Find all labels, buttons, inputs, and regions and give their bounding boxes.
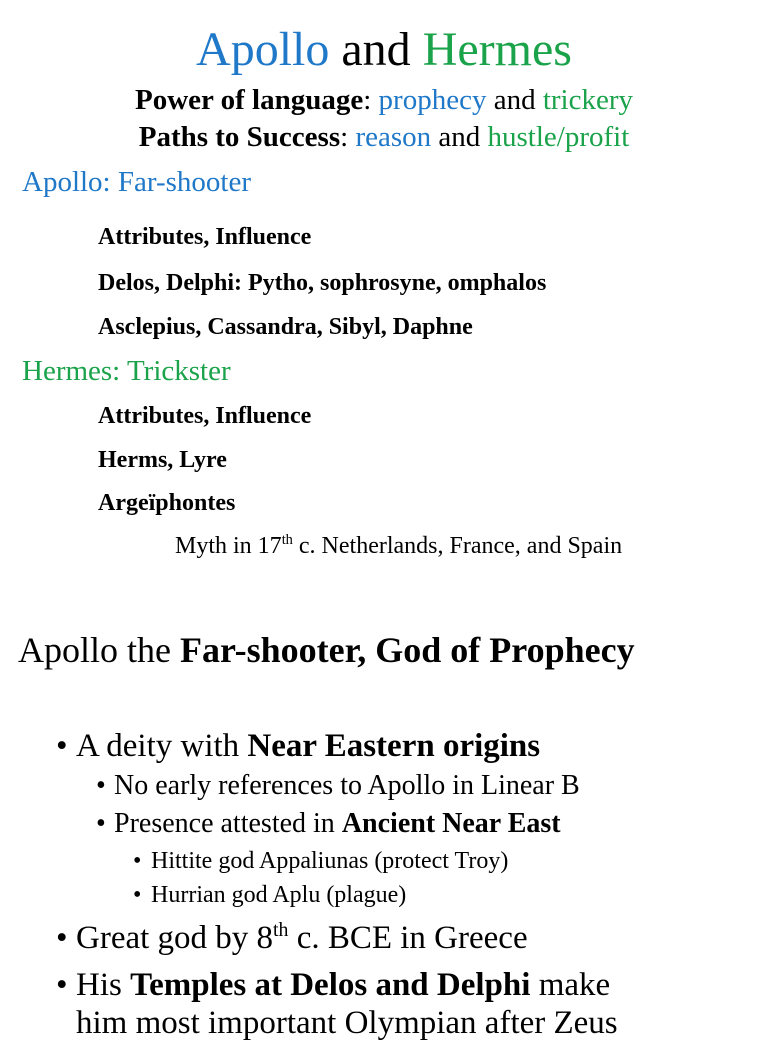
bullet-dot: • bbox=[96, 770, 106, 801]
note-text: c. Netherlands, France, and Spain bbox=[292, 533, 623, 559]
bullet-continuation: him most important Olympian after Zeus bbox=[76, 1005, 618, 1041]
bullet-bold-text: Temples at Delos and Delphi bbox=[130, 967, 531, 1003]
subtitle-sep: : bbox=[363, 84, 379, 116]
bullet-text: Great god by 8 bbox=[76, 920, 274, 956]
bullet-text: His bbox=[76, 967, 131, 1003]
subtitle-sep: : bbox=[340, 121, 356, 153]
bullet-level2 bbox=[96, 768, 580, 804]
slide2-title-bold: Far-shooter, God of Prophecy bbox=[179, 630, 635, 670]
note-superscript: th bbox=[281, 532, 293, 548]
subtitle-label: Paths to Success bbox=[138, 121, 341, 153]
bullet-level2 bbox=[96, 806, 561, 842]
bullet-text: Hurrian god Aplu (plague) bbox=[151, 882, 407, 908]
note-text: Myth in 17 bbox=[175, 533, 282, 559]
subtitle-prophecy: prophecy bbox=[378, 84, 487, 116]
slide-title bbox=[0, 20, 768, 80]
bullet-text: make bbox=[530, 967, 611, 1003]
bullet-text: No early references to Apollo in Linear B bbox=[114, 770, 580, 801]
subtitle-trickery: trickery bbox=[542, 84, 633, 116]
hermes-item: Herms, Lyre bbox=[98, 447, 227, 473]
bullet-text: Presence attested in bbox=[114, 808, 342, 839]
title-hermes: Hermes bbox=[422, 23, 572, 76]
bullet-superscript: th bbox=[273, 919, 289, 941]
bullet-level1 bbox=[56, 917, 528, 959]
bullet-text: Hittite god Appaliunas (protect Troy) bbox=[151, 848, 509, 874]
bullet-level3 bbox=[133, 845, 508, 877]
apollo-item: Asclepius, Cassandra, Sibyl, Daphne bbox=[98, 314, 473, 340]
bullet-dot: • bbox=[133, 882, 142, 908]
myth-note bbox=[175, 531, 622, 561]
apollo-item: Attributes, Influence bbox=[98, 224, 312, 250]
subtitle-label: Power of language bbox=[135, 84, 364, 116]
bullet-dot: • bbox=[133, 848, 142, 874]
apollo-item: Delos, Delphi: Pytho, sophrosyne, omphalos bbox=[98, 270, 547, 296]
hermes-section-heading: Hermes: Trickster bbox=[22, 355, 231, 387]
bullet-dot: • bbox=[56, 728, 68, 764]
subtitle-reason: reason bbox=[355, 121, 432, 153]
title-and: and bbox=[329, 23, 423, 76]
bullet-level1 bbox=[56, 964, 610, 1006]
bullet-level3 bbox=[133, 879, 406, 911]
bullet-dot: • bbox=[96, 808, 106, 839]
title-apollo: Apollo bbox=[196, 23, 330, 76]
hermes-item: Argeïphontes bbox=[98, 490, 236, 516]
subtitle-paths-to-success bbox=[0, 119, 768, 155]
slide2-title bbox=[18, 626, 635, 674]
bullet-bold-text: Ancient Near East bbox=[341, 808, 561, 839]
subtitle-hustle-profit: hustle/profit bbox=[487, 121, 630, 153]
bullet-text: A deity with bbox=[76, 728, 248, 764]
bullet-dot: • bbox=[56, 920, 68, 956]
subtitle-and: and bbox=[486, 84, 543, 116]
subtitle-power-of-language bbox=[0, 82, 768, 118]
slide2-title-plain: Apollo the bbox=[18, 630, 180, 670]
bullet-bold-text: Near Eastern origins bbox=[247, 728, 541, 764]
hermes-item: Attributes, Influence bbox=[98, 403, 312, 429]
bullet-text: c. BCE in Greece bbox=[288, 920, 528, 956]
bullet-level1 bbox=[56, 725, 540, 767]
bullet-dot: • bbox=[56, 967, 68, 1003]
apollo-section-heading: Apollo: Far-shooter bbox=[22, 166, 251, 198]
subtitle-and: and bbox=[431, 121, 488, 153]
